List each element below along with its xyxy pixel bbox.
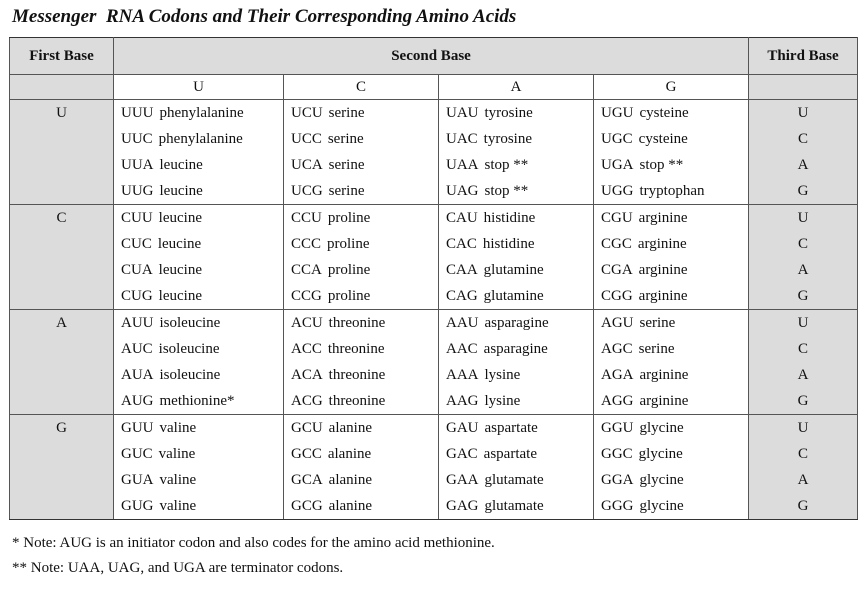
codon-text: CAG xyxy=(446,288,478,304)
amino-acid-text: isoleucine xyxy=(159,367,221,383)
codon-text: GCA xyxy=(291,472,323,488)
amino-acid-text: proline xyxy=(327,236,370,252)
amino-acid-text: isoleucine xyxy=(159,315,221,331)
codon-cell xyxy=(594,257,749,283)
table-row xyxy=(10,310,858,337)
codon-cell xyxy=(284,388,439,415)
codon-text: GAA xyxy=(446,472,479,488)
amino-acid-text: cysteine xyxy=(639,105,689,121)
table-row xyxy=(10,126,858,152)
codon-text: CCG xyxy=(291,288,322,304)
codon-text: UUC xyxy=(121,131,153,147)
codon-cell xyxy=(439,493,594,520)
codon-cell xyxy=(594,336,749,362)
codon-cell xyxy=(284,257,439,283)
first-base-cell: U xyxy=(10,100,114,127)
amino-acid-text: tyrosine xyxy=(484,105,533,121)
codon-text: UCG xyxy=(291,183,323,199)
codon-cell xyxy=(594,467,749,493)
codon-text: AAA xyxy=(446,367,479,383)
amino-acid-text: proline xyxy=(327,262,371,278)
third-base-cell: U xyxy=(749,100,858,127)
codon-cell xyxy=(439,336,594,362)
codon-text: UGA xyxy=(601,157,634,173)
codon-text: UGG xyxy=(601,183,634,199)
amino-acid-text: glutamate xyxy=(484,498,544,514)
codon-text: UAC xyxy=(446,131,478,147)
amino-acid-text: isoleucine xyxy=(158,341,220,357)
codon-text: UUU xyxy=(121,105,154,121)
amino-acid-text: glutamine xyxy=(483,288,544,304)
codon-text: ACU xyxy=(291,315,323,331)
amino-acid-text: alanine xyxy=(328,498,372,514)
table-row xyxy=(10,388,858,415)
codon-cell xyxy=(439,126,594,152)
codon-cell xyxy=(284,231,439,257)
codon-text: AGG xyxy=(601,393,634,409)
codon-cell xyxy=(114,257,284,283)
second-base-col-a: A xyxy=(439,75,594,100)
codon-cell xyxy=(439,257,594,283)
first-base-cell: G xyxy=(10,415,114,442)
codon-cell xyxy=(439,441,594,467)
second-base-header: Second Base xyxy=(114,38,749,75)
codon-text: GGG xyxy=(601,498,634,514)
codon-text: AAG xyxy=(446,393,479,409)
codon-cell xyxy=(284,205,439,232)
amino-acid-text: proline xyxy=(327,288,371,304)
codon-text: ACC xyxy=(291,341,322,357)
codon-cell xyxy=(284,283,439,310)
third-base-cell: U xyxy=(749,310,858,337)
amino-acid-text: arginine xyxy=(639,367,689,383)
codon-cell xyxy=(114,415,284,442)
codon-cell xyxy=(284,415,439,442)
codon-table xyxy=(9,37,858,520)
codon-text: AUG xyxy=(121,393,154,409)
codon-text: UUG xyxy=(121,183,154,199)
codon-cell xyxy=(284,126,439,152)
codon-text: AUU xyxy=(121,315,154,331)
codon-text: CAA xyxy=(446,262,478,278)
amino-acid-text: asparagine xyxy=(483,341,548,357)
codon-cell xyxy=(284,493,439,520)
first-base-cell xyxy=(10,441,114,467)
third-base-cell: G xyxy=(749,178,858,205)
codon-cell xyxy=(114,152,284,178)
codon-text: UGC xyxy=(601,131,633,147)
amino-acid-text: alanine xyxy=(327,446,372,462)
footnote-initiator: * Note: AUG is an initiator codon and also codes for the amino acid methionine. xyxy=(12,535,495,551)
table-row xyxy=(10,152,858,178)
codon-cell xyxy=(594,388,749,415)
amino-acid-text: serine xyxy=(328,105,365,121)
third-base-cell: C xyxy=(749,126,858,152)
amino-acid-text: serine xyxy=(328,157,365,173)
codon-cell xyxy=(594,231,749,257)
amino-acid-text: cysteine xyxy=(638,131,688,147)
header-spacer-right xyxy=(749,75,858,100)
amino-acid-text: arginine xyxy=(637,236,687,252)
third-base-cell: A xyxy=(749,257,858,283)
codon-cell xyxy=(439,152,594,178)
codon-text: CGC xyxy=(601,236,632,252)
amino-acid-text: alanine xyxy=(328,420,372,436)
codon-cell xyxy=(284,100,439,127)
codon-cell xyxy=(594,205,749,232)
codon-text: ACA xyxy=(291,367,323,383)
amino-acid-text: phenylalanine xyxy=(158,131,243,147)
codon-cell xyxy=(594,152,749,178)
first-base-cell xyxy=(10,283,114,310)
amino-acid-text: glycine xyxy=(639,420,684,436)
codon-text: AGU xyxy=(601,315,634,331)
codon-text: GUU xyxy=(121,420,154,436)
codon-cell xyxy=(114,310,284,337)
table-row xyxy=(10,283,858,310)
codon-cell xyxy=(114,178,284,205)
amino-acid-text: serine xyxy=(328,183,365,199)
codon-cell xyxy=(594,310,749,337)
codon-text: AGA xyxy=(601,367,634,383)
codon-text: GUA xyxy=(121,472,154,488)
amino-acid-text: aspartate xyxy=(484,420,538,436)
amino-acid-text: threonine xyxy=(327,341,385,357)
codon-text: AAC xyxy=(446,341,478,357)
amino-acid-text: serine xyxy=(638,341,675,357)
second-base-col-u: U xyxy=(114,75,284,100)
codon-text: CCC xyxy=(291,236,322,252)
codon-text: CAC xyxy=(446,236,477,252)
table-row xyxy=(10,178,858,205)
first-base-cell xyxy=(10,336,114,362)
third-base-cell: A xyxy=(749,467,858,493)
first-base-cell xyxy=(10,493,114,520)
amino-acid-text: leucine xyxy=(158,210,202,226)
amino-acid-text: tryptophan xyxy=(639,183,705,199)
codon-text: UGU xyxy=(601,105,634,121)
amino-acid-text: lysine xyxy=(484,367,521,383)
codon-text: GCU xyxy=(291,420,323,436)
codon-text: CUU xyxy=(121,210,153,226)
codon-cell xyxy=(284,310,439,337)
amino-acid-text: glutamate xyxy=(484,472,544,488)
table-row xyxy=(10,336,858,362)
codon-cell xyxy=(439,362,594,388)
third-base-cell: U xyxy=(749,205,858,232)
codon-text: GCC xyxy=(291,446,322,462)
codon-text: AGC xyxy=(601,341,633,357)
codon-text: UAA xyxy=(446,157,479,173)
third-base-cell: U xyxy=(749,415,858,442)
second-base-col-g: G xyxy=(594,75,749,100)
amino-acid-text: arginine xyxy=(638,262,688,278)
third-base-cell: C xyxy=(749,441,858,467)
codon-cell xyxy=(114,283,284,310)
codon-cell xyxy=(284,467,439,493)
codon-cell xyxy=(114,126,284,152)
codon-cell xyxy=(284,441,439,467)
table-row xyxy=(10,205,858,232)
amino-acid-text: valine xyxy=(159,420,197,436)
third-base-cell: A xyxy=(749,152,858,178)
codon-text: GAG xyxy=(446,498,479,514)
codon-cell xyxy=(284,362,439,388)
codon-text: CUA xyxy=(121,262,153,278)
codon-text: CCA xyxy=(291,262,322,278)
codon-text: CCU xyxy=(291,210,322,226)
codon-text: UUA xyxy=(121,157,154,173)
first-base-cell xyxy=(10,231,114,257)
amino-acid-text: stop ** xyxy=(484,157,529,173)
codon-cell xyxy=(439,310,594,337)
codon-cell xyxy=(439,283,594,310)
amino-acid-text: arginine xyxy=(638,288,688,304)
amino-acid-text: phenylalanine xyxy=(159,105,244,121)
codon-cell xyxy=(114,441,284,467)
codon-text: UAG xyxy=(446,183,479,199)
codon-text: GAC xyxy=(446,446,478,462)
codon-text: GGC xyxy=(601,446,633,462)
amino-acid-text: valine xyxy=(158,446,196,462)
codon-cell xyxy=(439,415,594,442)
third-base-cell: G xyxy=(749,388,858,415)
amino-acid-text: serine xyxy=(639,315,676,331)
codon-text: UCC xyxy=(291,131,322,147)
codon-text: AUA xyxy=(121,367,154,383)
codon-cell xyxy=(439,388,594,415)
third-base-cell: C xyxy=(749,336,858,362)
codon-cell xyxy=(439,178,594,205)
codon-text: ACG xyxy=(291,393,323,409)
first-base-cell xyxy=(10,388,114,415)
codon-text: UCA xyxy=(291,157,323,173)
codon-cell xyxy=(594,362,749,388)
third-base-cell: A xyxy=(749,362,858,388)
codon-text: AUC xyxy=(121,341,153,357)
codon-cell xyxy=(114,100,284,127)
amino-acid-text: glutamine xyxy=(483,262,544,278)
first-base-cell xyxy=(10,467,114,493)
codon-cell xyxy=(114,205,284,232)
first-base-cell xyxy=(10,152,114,178)
codon-text: CUC xyxy=(121,236,152,252)
codon-text: GAU xyxy=(446,420,479,436)
amino-acid-text: serine xyxy=(327,131,364,147)
table-row xyxy=(10,362,858,388)
table-row xyxy=(10,467,858,493)
amino-acid-text: glycine xyxy=(638,446,683,462)
codon-cell xyxy=(439,100,594,127)
header-spacer-left xyxy=(10,75,114,100)
amino-acid-text: leucine xyxy=(158,288,202,304)
first-base-cell xyxy=(10,257,114,283)
codon-cell xyxy=(594,100,749,127)
codon-cell xyxy=(284,336,439,362)
third-base-cell: C xyxy=(749,231,858,257)
table-row xyxy=(10,100,858,127)
codon-text: UAU xyxy=(446,105,479,121)
codon-cell xyxy=(439,231,594,257)
codon-text: GUG xyxy=(121,498,154,514)
codon-cell xyxy=(114,231,284,257)
first-base-cell xyxy=(10,178,114,205)
codon-text: GCG xyxy=(291,498,323,514)
codon-cell xyxy=(114,493,284,520)
first-base-cell xyxy=(10,362,114,388)
third-base-header: Third Base xyxy=(749,38,858,75)
amino-acid-text: leucine xyxy=(159,157,203,173)
second-base-col-c: C xyxy=(284,75,439,100)
amino-acid-text: threonine xyxy=(328,315,386,331)
amino-acid-text: proline xyxy=(327,210,371,226)
table-title: Messenger RNA Codons and Their Corresponding Amino Acids xyxy=(12,6,517,27)
codon-cell xyxy=(439,205,594,232)
table-row xyxy=(10,231,858,257)
amino-acid-text: threonine xyxy=(328,393,386,409)
amino-acid-text: valine xyxy=(159,498,197,514)
amino-acid-text: leucine xyxy=(157,236,202,252)
third-base-cell: G xyxy=(749,493,858,520)
codon-cell xyxy=(284,178,439,205)
codon-cell xyxy=(114,362,284,388)
codon-text: AAU xyxy=(446,315,479,331)
amino-acid-text: leucine xyxy=(158,262,202,278)
first-base-header: First Base xyxy=(10,38,114,75)
codon-text: GGU xyxy=(601,420,634,436)
codon-cell xyxy=(594,493,749,520)
amino-acid-text: glycine xyxy=(639,472,684,488)
first-base-cell: C xyxy=(10,205,114,232)
third-base-cell: G xyxy=(749,283,858,310)
codon-cell xyxy=(594,441,749,467)
amino-acid-text: valine xyxy=(159,472,197,488)
codon-cell xyxy=(439,467,594,493)
codon-text: CUG xyxy=(121,288,153,304)
amino-acid-text: lysine xyxy=(484,393,521,409)
codon-cell xyxy=(114,467,284,493)
amino-acid-text: arginine xyxy=(638,210,688,226)
codon-text: GGA xyxy=(601,472,634,488)
codon-cell xyxy=(594,178,749,205)
codon-text: CGG xyxy=(601,288,633,304)
codon-cell xyxy=(114,388,284,415)
footnote-terminator: ** Note: UAA, UAG, and UGA are terminator codons. xyxy=(12,560,344,576)
codon-table-body xyxy=(10,100,858,520)
codon-cell xyxy=(284,152,439,178)
amino-acid-text: alanine xyxy=(328,472,372,488)
table-row xyxy=(10,493,858,520)
table-row xyxy=(10,441,858,467)
codon-text: UCU xyxy=(291,105,323,121)
amino-acid-text: glycine xyxy=(639,498,684,514)
amino-acid-text: methionine* xyxy=(159,393,235,409)
table-row xyxy=(10,415,858,442)
codon-cell xyxy=(594,126,749,152)
amino-acid-text: tyrosine xyxy=(483,131,532,147)
codon-text: GUC xyxy=(121,446,153,462)
amino-acid-text: threonine xyxy=(328,367,386,383)
first-base-cell: A xyxy=(10,310,114,337)
codon-text: CAU xyxy=(446,210,478,226)
amino-acid-text: histidine xyxy=(483,210,536,226)
first-base-cell xyxy=(10,126,114,152)
codon-text: CGU xyxy=(601,210,633,226)
codon-cell xyxy=(594,415,749,442)
amino-acid-text: asparagine xyxy=(484,315,549,331)
table-row xyxy=(10,257,858,283)
amino-acid-text: arginine xyxy=(639,393,689,409)
amino-acid-text: stop ** xyxy=(484,183,529,199)
codon-cell xyxy=(594,283,749,310)
amino-acid-text: aspartate xyxy=(483,446,537,462)
codon-cell xyxy=(114,336,284,362)
amino-acid-text: histidine xyxy=(482,236,535,252)
amino-acid-text: stop ** xyxy=(639,157,684,173)
codon-text: CGA xyxy=(601,262,633,278)
amino-acid-text: leucine xyxy=(159,183,203,199)
